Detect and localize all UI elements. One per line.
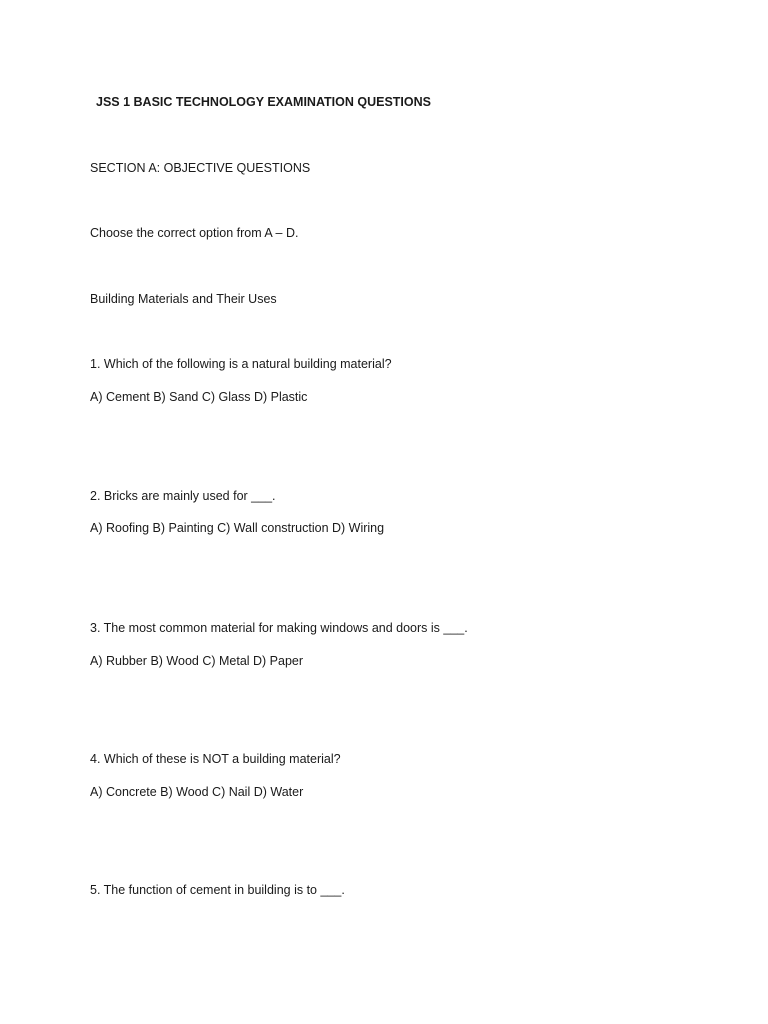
question-1-options: A) Cement B) Sand C) Glass D) Plastic [90,390,308,404]
question-4: 4. Which of these is NOT a building material? [90,752,341,766]
topic-heading: Building Materials and Their Uses [90,292,277,306]
section-heading: SECTION A: OBJECTIVE QUESTIONS [90,161,311,175]
question-2-options: A) Roofing B) Painting C) Wall construction D) Wiring [90,521,385,535]
question-3-options: A) Rubber B) Wood C) Metal D) Paper [90,654,304,668]
question-4-options: A) Concrete B) Wood C) Nail D) Water [90,785,304,799]
question-5: 5. The function of cement in building is to ___. [90,883,345,897]
question-3: 3. The most common material for making windows and doors is ___. [90,621,468,635]
instruction-text: Choose the correct option from A – D. [90,226,299,240]
question-2: 2. Bricks are mainly used for ___. [90,489,276,503]
document-title: JSS 1 BASIC TECHNOLOGY EXAMINATION QUESTIONS [96,95,431,109]
question-1: 1. Which of the following is a natural building material? [90,357,392,371]
